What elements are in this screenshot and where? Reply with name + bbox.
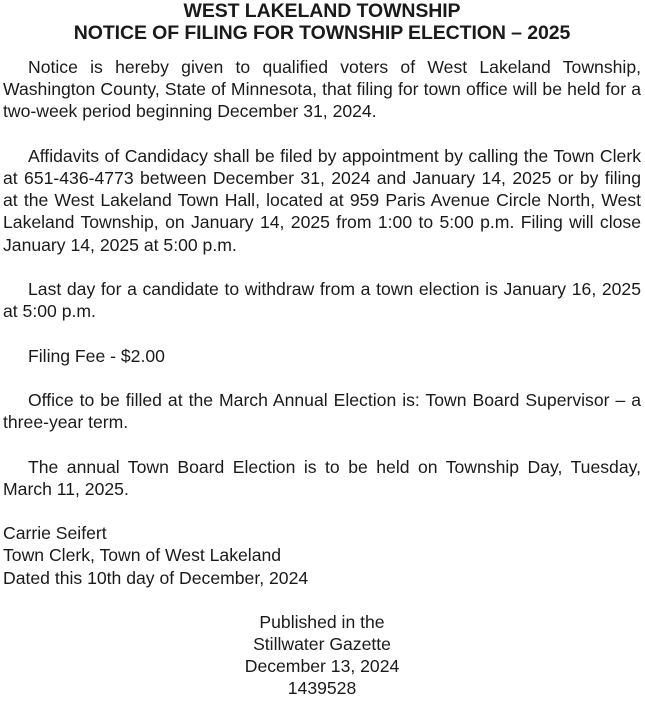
- published-in-line: Published in the: [259, 611, 385, 632]
- publication-block: [3, 611, 641, 700]
- notice-paragraph: Notice is hereby given to qualified voters of West Lakeland Township, Washington County, State of Minnesota, that filing for town office will be held for a two-week period beginning December 31, 2024.: [3, 57, 641, 122]
- dated-line: Dated this 10th day of December, 2024: [3, 567, 309, 588]
- signature-block: [3, 522, 641, 589]
- office-paragraph: Office to be filled at the March Annual Election is: Town Board Supervisor – a three-year term.: [3, 389, 641, 433]
- withdraw-paragraph: Last day for a candidate to withdraw from a town election is January 16, 2025 at 5:00 p.m.: [3, 279, 641, 322]
- notice-header: [3, 0, 641, 44]
- election-date-paragraph: The annual Town Board Election is to be held on Township Day, Tuesday, March 11, 2025.: [3, 456, 641, 499]
- clerk-name: Carrie Seifert: [3, 523, 107, 544]
- publication-number: 1439528: [287, 678, 357, 699]
- affidavit-paragraph: Affidavits of Candidacy shall be filed by appointment by calling the Town Clerk at 651-436-4773 between December 31, 2024 and January 14, 2025 or by filing at the West Lakeland Town Hall, located at 959 Paris Avenue Circle North, West Lakeland Township, on January 14, 2025 from 1:00 to 5:00 p.m. Filing will close January 14, 2025 at 5:00 p.m.: [3, 145, 641, 255]
- filing-fee-paragraph: Filing Fee - $2.00: [28, 345, 165, 366]
- clerk-title: Town Clerk, Town of West Lakeland: [3, 545, 282, 566]
- notice-title: NOTICE OF FILING FOR TOWNSHIP ELECTION – 2025: [73, 22, 571, 44]
- publication-date: December 13, 2024: [244, 656, 400, 677]
- newspaper-name: Stillwater Gazette: [253, 633, 391, 654]
- township-title: WEST LAKELAND TOWNSHIP: [183, 0, 461, 22]
